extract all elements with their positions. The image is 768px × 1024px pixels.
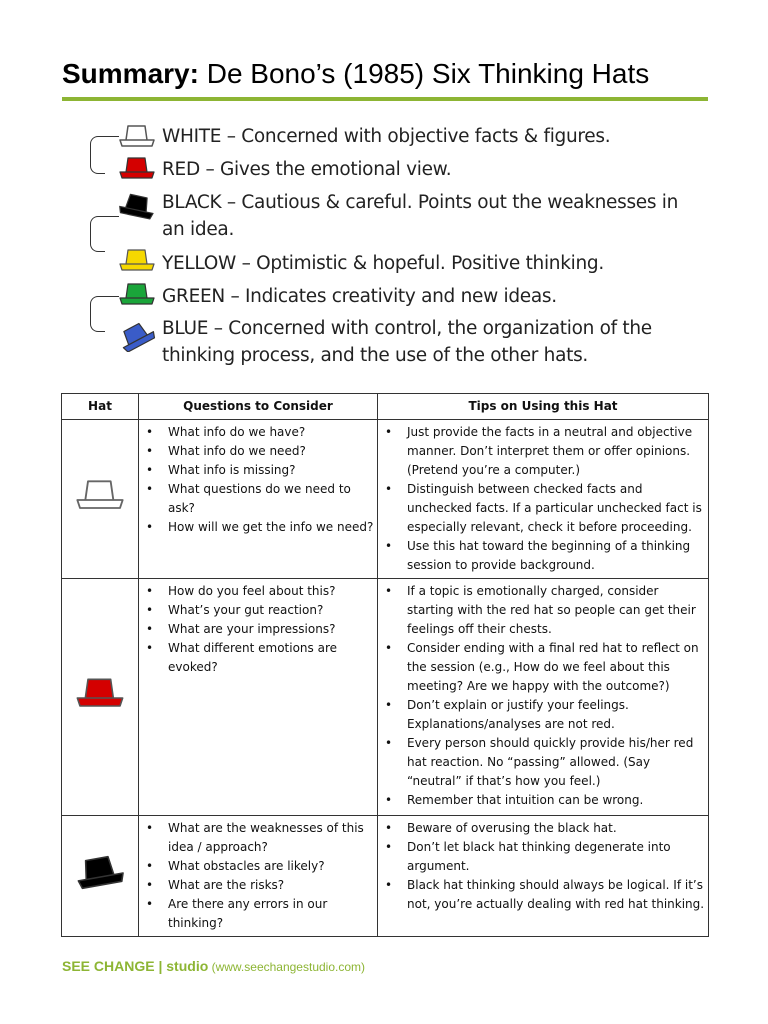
brace-black-yellow — [90, 216, 105, 252]
table-row-red — [62, 579, 709, 816]
title-divider — [62, 97, 708, 101]
list-item: • What are the weaknesses of this idea / approach? — [168, 819, 376, 857]
black-hat-icon — [118, 192, 156, 222]
list-item: • What are your impressions? — [168, 620, 376, 639]
header-hat: Hat — [62, 394, 139, 420]
questions-cell — [139, 579, 378, 816]
hat-line-green: GREEN – Indicates creativity and new ideas. — [162, 286, 557, 307]
questions-cell — [139, 816, 378, 937]
list-item: • If a topic is emotionally charged, consider starting with the red hat so people can get their feelings off their chests. — [407, 582, 707, 639]
green-hat-icon — [118, 280, 156, 310]
list-item: • Just provide the facts in a neutral and objective manner. Don’t interpret them or offer opinions. (Pretend you’re a computer.) — [407, 423, 707, 480]
list-item: • Consider ending with a final red hat to reflect on the session (e.g., How do we feel about this meeting? Are we happy with the outcome?) — [407, 639, 707, 696]
header-questions: Questions to Consider — [139, 394, 378, 420]
table-header-row — [62, 394, 709, 420]
list-item: • Black hat thinking should always be logical. If it’s not, you’re actually dealing with red hat thinking. — [407, 876, 707, 914]
list-item: • How do you feel about this? — [168, 582, 376, 601]
hat-line-white: WHITE – Concerned with objective facts & figures. — [162, 126, 611, 147]
list-item: • Don’t let black hat thinking degenerate into argument. — [407, 838, 707, 876]
list-item: • Remember that intuition can be wrong. — [407, 791, 707, 810]
questions-cell — [139, 420, 378, 579]
list-item: • How will we get the info we need? — [168, 518, 376, 537]
red-hat-icon — [73, 674, 127, 714]
tips-cell — [378, 420, 709, 579]
hat-cell — [62, 816, 139, 937]
hat-cell — [62, 420, 139, 579]
red-hat-icon — [118, 154, 156, 184]
black-hat-icon — [73, 853, 127, 893]
brace-white-red — [90, 136, 105, 174]
list-item: • What questions do we need to ask? — [168, 480, 376, 518]
header-tips: Tips on Using this Hat — [378, 394, 709, 420]
page-title: Summary: De Bono’s (1985) Six Thinking Hats — [62, 58, 650, 89]
list-item: • What obstacles are likely? — [168, 857, 376, 876]
hat-line-black: BLACK – Cautious & careful. Points out the weaknesses in an idea. — [162, 192, 679, 240]
hat-line-red: RED – Gives the emotional view. — [162, 159, 452, 180]
table-row-black — [62, 816, 709, 937]
list-item: • What info do we have? — [168, 423, 376, 442]
list-item: • What’s your gut reaction? — [168, 601, 376, 620]
list-item: • What different emotions are evoked? — [168, 639, 376, 677]
hat-summary-list — [90, 118, 690, 368]
hat-line-blue: BLUE – Concerned with control, the organization of the thinking process, and the use of the other hats. — [162, 318, 652, 366]
white-hat-icon — [118, 122, 156, 152]
list-item: • Distinguish between checked facts and unchecked facts. If a particular unchecked fact is especially relevant, check it before proceeding. — [407, 480, 707, 537]
list-item: • Beware of overusing the black hat. — [407, 819, 707, 838]
list-item: • What info is missing? — [168, 461, 376, 480]
blue-hat-icon — [118, 322, 156, 352]
hat-line-yellow: YELLOW – Optimistic & hopeful. Positive thinking. — [162, 253, 604, 274]
list-item: • Don’t explain or justify your feelings. Explanations/analyses are not red. — [407, 696, 707, 734]
footer-brand: SEE CHANGE | studio — [62, 958, 209, 974]
hats-table — [61, 393, 709, 937]
list-item: • Use this hat toward the beginning of a thinking session to provide background. — [407, 537, 707, 575]
list-item: • Every person should quickly provide his/her red hat reaction. No “passing” allowed. (Say “neutral” if that’s how you feel.) — [407, 734, 707, 791]
table-row-white — [62, 420, 709, 579]
tips-cell — [378, 579, 709, 816]
list-item: • What are the risks? — [168, 876, 376, 895]
yellow-hat-icon — [118, 246, 156, 276]
brace-green-blue — [90, 296, 105, 332]
tips-cell — [378, 816, 709, 937]
footer-url: (www.seechangestudio.com) — [208, 960, 366, 974]
hat-cell — [62, 579, 139, 816]
list-item: • Are there any errors in our thinking? — [168, 895, 376, 933]
white-hat-icon — [73, 476, 127, 516]
list-item: • What info do we need? — [168, 442, 376, 461]
footer — [62, 958, 365, 974]
